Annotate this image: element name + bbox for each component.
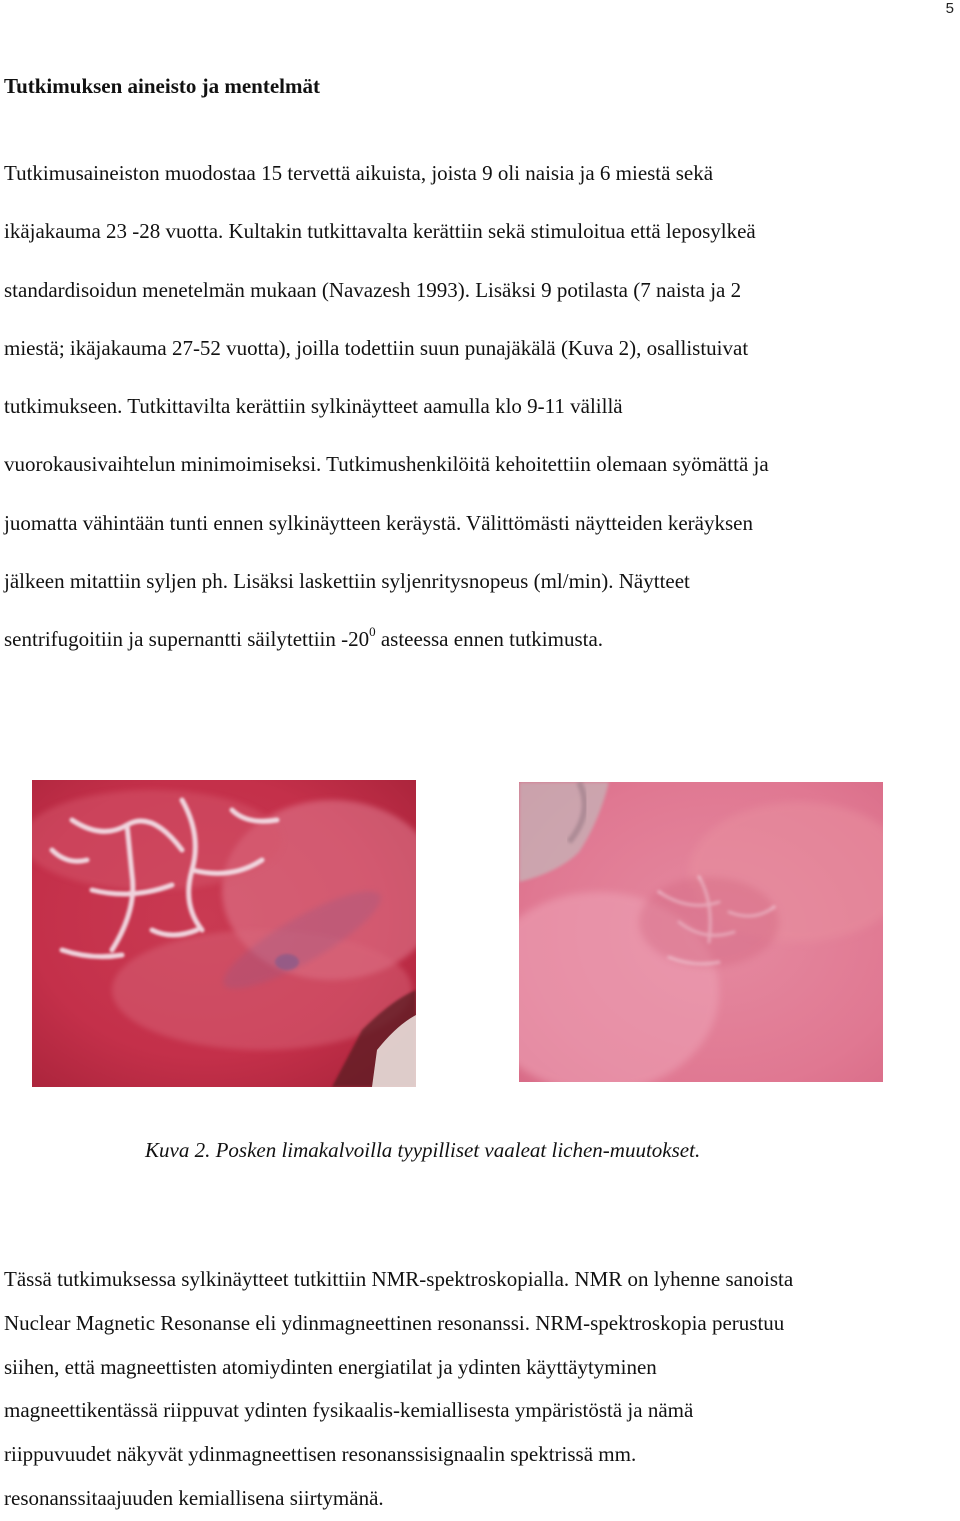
paragraph-nmr	[4, 1258, 959, 1521]
paragraph-line: Tässä tutkimuksessa sylkinäytteet tutkittiin NMR-spektroskopialla. NMR on lyhenne sanoista	[4, 1267, 794, 1291]
paragraph-line: jälkeen mitattiin syljen ph. Lisäksi laskettiin syljenritysnopeus (ml/min). Näytteet	[4, 569, 690, 594]
paragraph-line: Tutkimusaineiston muodostaa 15 tervettä aikuista, joista 9 oli naisia ja 6 miestä sekä	[4, 161, 714, 185]
paragraph-line: miestä; ikäjakauma 27-52 vuotta), joilla todettiin suun punajäkälä (Kuva 2), osallistuivat	[4, 335, 749, 360]
last-line-text: sentrifugoitiin ja supernantti säilytettiin -20	[4, 627, 370, 652]
paragraph-line: standardisoidun menetelmän mukaan (Navazesh 1993). Lisäksi 9 potilasta (7 naista ja 2	[4, 277, 742, 302]
paragraph-line: juomatta vähintään tunti ennen sylkinäytteen keräystä. Välittömästi näytteiden keräyksen	[4, 510, 753, 535]
degree-superscript: 0	[369, 624, 376, 640]
last-line-text-end: asteessa ennen tutkimusta.	[375, 627, 604, 652]
paragraph-line: ikäjakauma 23 -28 vuotta. Kultakin tutkittavalta kerättiin sekä stimuloitua että leposylkeä	[4, 219, 756, 244]
paragraph-line: resonanssitaajuuden kemiallisena siirtymänä.	[4, 1485, 384, 1510]
photo-lichen-right	[519, 782, 883, 1082]
photo-lichen-left	[32, 780, 416, 1087]
paragraph-line-last	[4, 610, 944, 668]
figure-caption: Kuva 2. Posken limakalvoilla tyypilliset vaaleat lichen-muutokset.	[145, 1138, 701, 1162]
paragraph-line: siihen, että magneettisten atomiydinten energiatilat ja ydinten käyttäytyminen	[4, 1354, 657, 1379]
section-heading: Tutkimuksen aineisto ja mentelmät	[4, 74, 320, 98]
paragraph-line: riippuvuudet näkyvät ydinmagneettisen resonanssisignaalin spektrissä mm.	[4, 1442, 637, 1467]
paragraph-line: vuorokausivaihtelun minimoimiseksi. Tutkimushenkilöitä kehoitettiin olemaan syömättä ja	[4, 452, 769, 477]
paragraph-line: tutkimukseen. Tutkittavilta kerättiin sylkinäytteet aamulla klo 9-11 välillä	[4, 394, 623, 419]
paragraph-materials-methods	[4, 144, 944, 669]
page-number: 5	[945, 0, 954, 17]
paragraph-line: Nuclear Magnetic Resonanse eli ydinmagneettinen resonanssi. NRM-spektroskopia perustuu	[4, 1310, 785, 1335]
paragraph-line: magneettikentässä riippuvat ydinten fysikaalis-kemiallisesta ympäristöstä ja nämä	[4, 1398, 694, 1423]
